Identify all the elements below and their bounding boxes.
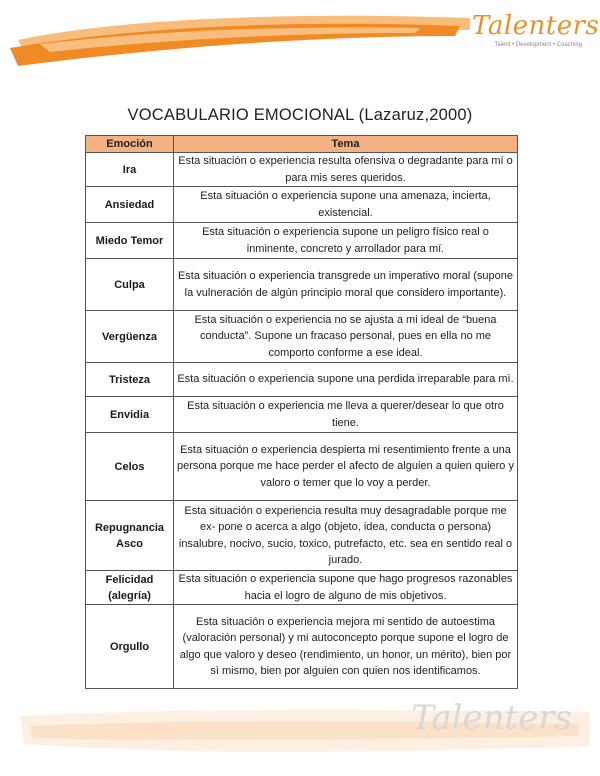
company-logo bbox=[472, 11, 600, 56]
table-row bbox=[86, 363, 518, 397]
emotion-cell: Orgullo bbox=[86, 605, 174, 689]
footer-watermark: Talenters bbox=[411, 698, 572, 738]
emotion-cell: Miedo Temor bbox=[86, 223, 174, 259]
table-row bbox=[86, 223, 518, 259]
theme-cell: Esta situación o experiencia supone una amenaza, incierta, existencial. bbox=[174, 187, 518, 223]
theme-cell: Esta situación o experiencia resulta ofensiva o degradante para mí o para mis seres queridos. bbox=[174, 153, 518, 187]
theme-cell: Esta situación o experiencia me lleva a querer/desear lo que otro tiene. bbox=[174, 397, 518, 433]
emotion-cell: Repugnancia Asco bbox=[86, 501, 174, 571]
table-row bbox=[86, 259, 518, 311]
theme-cell: Esta situación o experiencia despierta mi resentimiento frente a una persona porque me hace perder el afecto de alguien a quien quiero y valoro o temer que lo voy a perder. bbox=[174, 433, 518, 501]
theme-cell: Esta situación o experiencia supone una perdida irreparable para mì. bbox=[174, 363, 518, 397]
table-row bbox=[86, 153, 518, 187]
emotion-cell: Tristeza bbox=[86, 363, 174, 397]
theme-cell: Esta situación o experiencia no se ajusta a mi ideal de “buena conducta”. Supone un fracaso personal, pues en ella no me comporto conforme a ese ideal. bbox=[174, 311, 518, 363]
table-row bbox=[86, 187, 518, 223]
theme-cell: Esta situación o experiencia transgrede un imperativo moral (supone la vulneración de algún principio moral que considero importante). bbox=[174, 259, 518, 311]
emotion-cell: Envidia bbox=[86, 397, 174, 433]
table-row bbox=[86, 501, 518, 571]
theme-cell: Esta situación o experiencia resulta muy desagradable porque me ex- pone o acerca a algo (objeto, idea, conducta o persona) insalubre, nocivo, sucio, toxico, putrefacto, etc. sea en sentido real o jurado. bbox=[174, 501, 518, 571]
theme-cell: Esta situación o experiencia mejora mi sentido de autoestima (valoración personal) y mi autoconcepto porque supone el logro de algo que valoro y deseo (rendimiento, un honor, un mérito), bien por sì mismo, bien por alguien con quien nos identificamos. bbox=[174, 605, 518, 689]
emotion-cell: Ira bbox=[86, 153, 174, 187]
emotion-cell: Vergüenza bbox=[86, 311, 174, 363]
header-emotion: Emoción bbox=[86, 136, 174, 153]
table-row bbox=[86, 571, 518, 605]
table-row bbox=[86, 605, 518, 689]
table-row bbox=[86, 311, 518, 363]
emotional-vocabulary-table bbox=[85, 135, 518, 689]
emotion-cell: Celos bbox=[86, 433, 174, 501]
table-header-row bbox=[86, 136, 518, 153]
table-row bbox=[86, 433, 518, 501]
table-row bbox=[86, 397, 518, 433]
theme-cell: Esta situación o experiencia supone un peligro físico real o inminente, concreto y arrollador para mí. bbox=[174, 223, 518, 259]
logo-tagline: Talent • Development • Coaching bbox=[494, 42, 582, 48]
emotion-cell: Felicidad (alegría) bbox=[86, 571, 174, 605]
logo-wordmark: Talenters bbox=[472, 11, 600, 41]
emotion-cell: Ansiedad bbox=[86, 187, 174, 223]
theme-cell: Esta situación o experiencia supone que hago progresos razonables hacia el logro de alguno de mis objetivos. bbox=[174, 571, 518, 605]
header-theme: Tema bbox=[174, 136, 518, 153]
emotion-cell: Culpa bbox=[86, 259, 174, 311]
document-title: VOCABULARIO EMOCIONAL (Lazaruz,2000) bbox=[127, 106, 473, 124]
